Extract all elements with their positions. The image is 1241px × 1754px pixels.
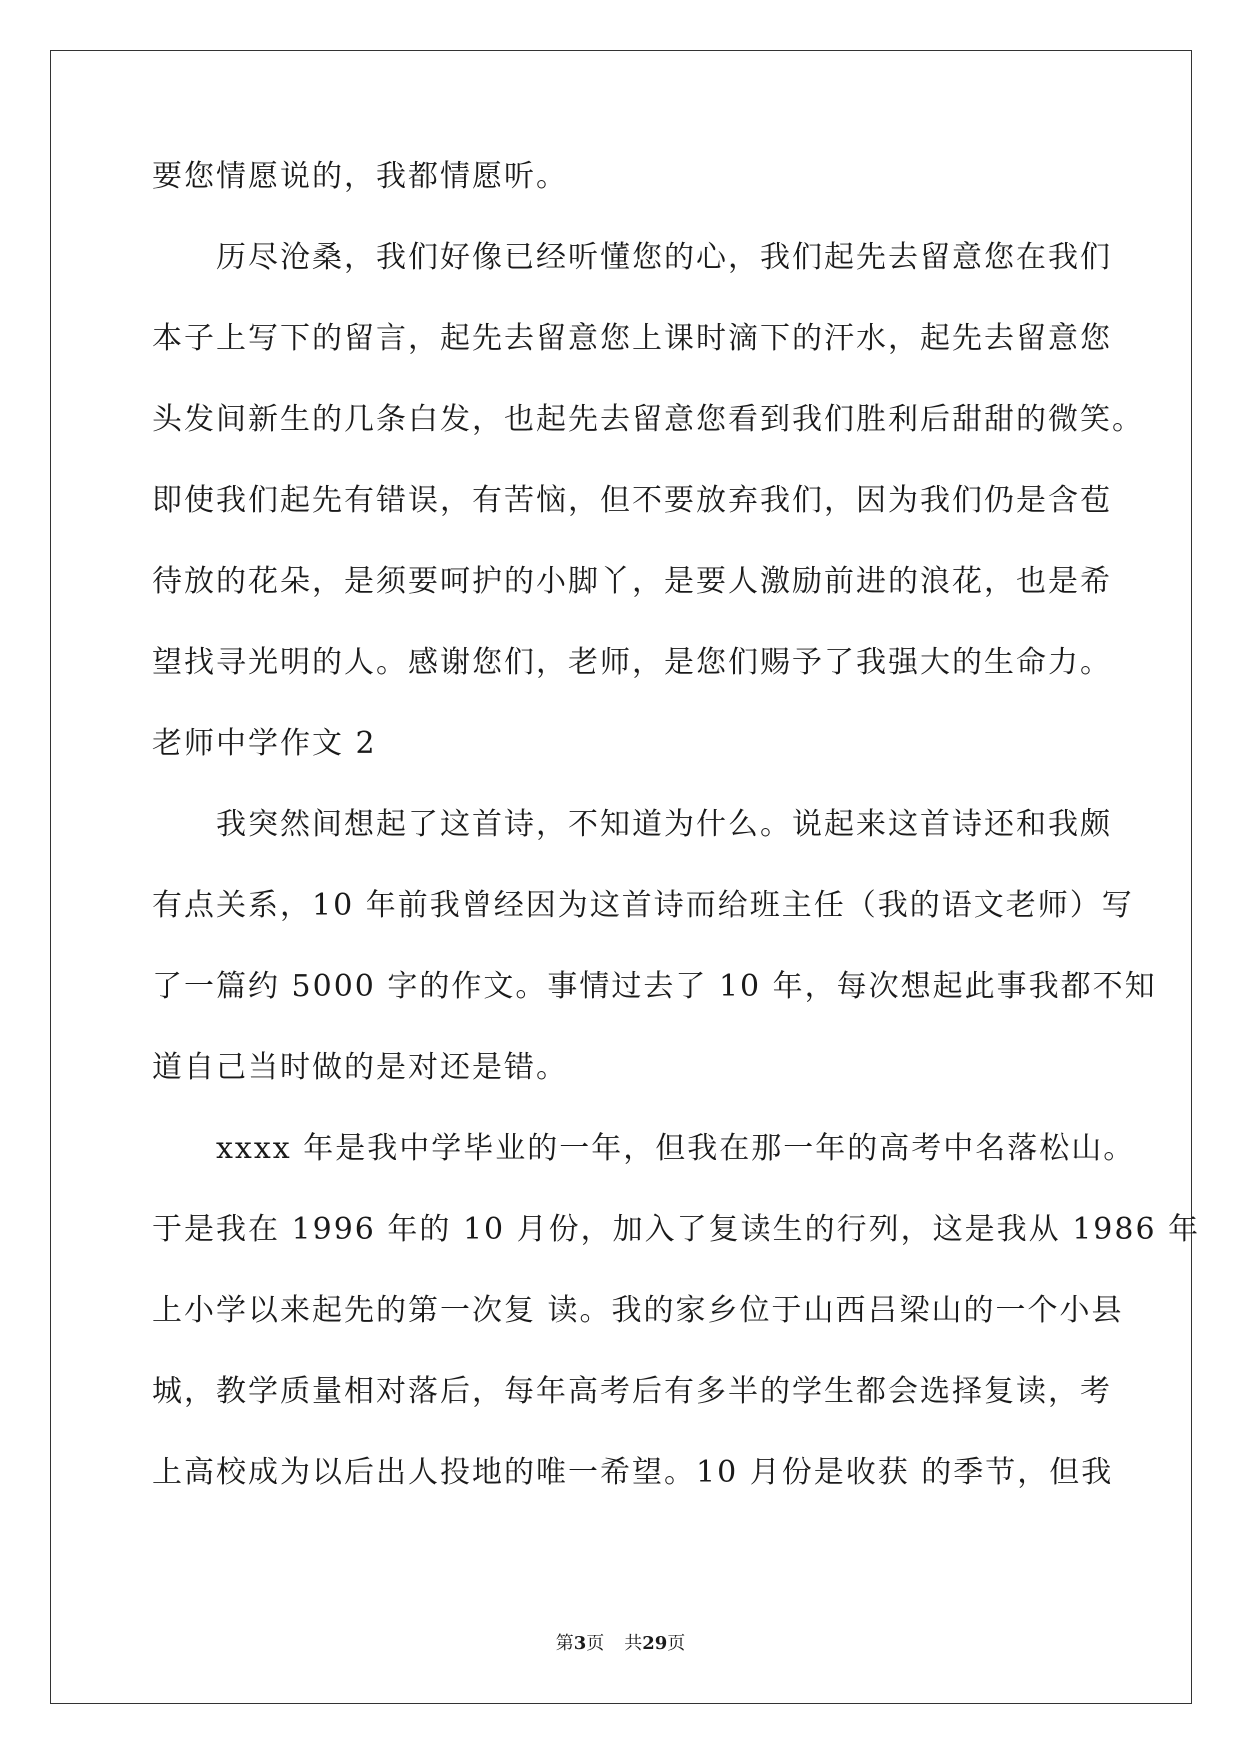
page-footer bbox=[0, 1634, 1241, 1654]
text-line: 我突然间想起了这首诗，不知道为什么。说起来这首诗还和我颇 bbox=[216, 807, 1112, 842]
text-line: 即使我们起先有错误，有苦恼，但不要放弃我们，因为我们仍是含苞 bbox=[152, 483, 1112, 518]
section-heading: 老师中学作文 2 bbox=[152, 726, 377, 761]
text-line: 待放的花朵，是须要呵护的小脚丫，是要人激励前进的浪花，也是希 bbox=[152, 564, 1112, 599]
text-line: 上高校成为以后出人投地的唯一希望。10 月份是收获 的季节，但我 bbox=[152, 1455, 1114, 1490]
document-body bbox=[152, 159, 1201, 1539]
text-line: 本子上写下的留言，起先去留意您上课时滴下的汗水，起先去留意您 bbox=[152, 321, 1112, 356]
text-line: 了一篇约 5000 字的作文。事情过去了 10 年，每次想起此事我都不知 bbox=[152, 969, 1157, 1004]
text-line: 望找寻光明的人。感谢您们，老师，是您们赐予了我强大的生命力。 bbox=[152, 645, 1112, 680]
text-line: 头发间新生的几条白发，也起先去留意您看到我们胜利后甜甜的微笑。 bbox=[152, 402, 1144, 437]
page-word: 页 bbox=[586, 1633, 605, 1654]
text-line: 上小学以来起先的第一次复 读。我的家乡位于山西吕梁山的一个小县 bbox=[152, 1293, 1124, 1328]
total-pages-suffix: 页 bbox=[667, 1633, 686, 1654]
page-number-prefix: 第 bbox=[555, 1633, 574, 1654]
text-line: 有点关系，10 年前我曾经因为这首诗而给班主任（我的语文老师）写 bbox=[152, 888, 1134, 923]
text-line: 城，教学质量相对落后，每年高考后有多半的学生都会选择复读，考 bbox=[152, 1374, 1112, 1409]
text-line: 于是我在 1996 年的 10 月份，加入了复读生的行列，这是我从 1986 年 bbox=[152, 1212, 1201, 1247]
text-line: 要您情愿说的，我都情愿听。 bbox=[152, 159, 568, 194]
total-pages-prefix: 共 bbox=[624, 1633, 643, 1654]
current-page-number: 3 bbox=[573, 1633, 587, 1654]
text-line: 道自己当时做的是对还是错。 bbox=[152, 1050, 568, 1085]
total-pages-number: 29 bbox=[642, 1633, 668, 1654]
text-line: 历尽沧桑，我们好像已经听懂您的心，我们起先去留意您在我们 bbox=[216, 240, 1112, 275]
text-line: xxxx 年是我中学毕业的一年，但我在那一年的高考中名落松山。 bbox=[216, 1131, 1136, 1166]
